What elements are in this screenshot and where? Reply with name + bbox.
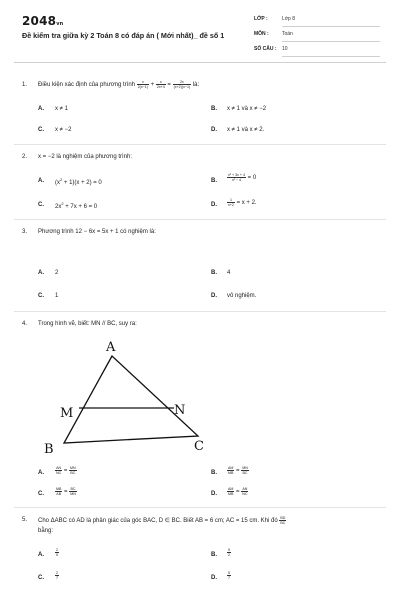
q4-text: Trong hình vẽ, biết: MN // BC, suy ra: bbox=[38, 321, 137, 327]
q4-option-c-letter[interactable]: C. bbox=[38, 491, 44, 497]
q1-option-c-letter[interactable]: C. bbox=[38, 127, 44, 133]
q1-option-a-letter[interactable]: A. bbox=[38, 106, 44, 112]
q5-option-b[interactable]: $\frac{5}{2}$ bbox=[228, 548, 230, 557]
q2-option-c-letter[interactable]: C. bbox=[38, 202, 44, 208]
q5-option-d[interactable]: $\frac{5}{7}$ bbox=[228, 571, 230, 580]
q5-text: Cho ΔABC có AD là phân giác của góc BAC, D ∈ BC. Biết AB = 6 cm; AC = 15 cm. Khi đó $\frac{BD}{BC}$ bằng: bbox=[38, 516, 286, 535]
q1-number: 1. bbox=[22, 82, 28, 88]
q4-option-a-letter[interactable]: A. bbox=[38, 470, 44, 476]
q2-option-c[interactable]: $2x^2 + 7x + 6 = 0$ bbox=[55, 201, 98, 210]
triangle-figure bbox=[40, 338, 220, 458]
q4-option-b[interactable]: $\frac{AM}{MB}$ = $\frac{MN}{BC}$ bbox=[228, 466, 248, 475]
q5-option-c[interactable]: $\frac{2}{7}$ bbox=[56, 571, 58, 580]
q1-option-b[interactable]: x ≠ 1 và x ≠ −2 bbox=[227, 106, 267, 112]
q2-option-b[interactable]: $\frac{\text{x² + 3x + 4}}{\text{x² − 4}}$ = 0 bbox=[228, 173, 257, 182]
q5-option-a[interactable]: $\frac{2}{5}$ bbox=[56, 548, 58, 557]
divider bbox=[14, 507, 386, 508]
q2-option-a[interactable]: $(x^2 + 1)(x + 2) = 0$ bbox=[55, 177, 102, 186]
q4-option-d[interactable]: $\frac{AM}{MB}$ = $\frac{AN}{NC}$ bbox=[228, 487, 248, 496]
q1-option-a[interactable]: x ≠ 1 bbox=[55, 106, 68, 112]
q3-number: 3. bbox=[22, 229, 28, 235]
divider bbox=[14, 144, 386, 145]
vertex-a-label: A bbox=[106, 340, 116, 355]
q3-option-c[interactable]: 1 bbox=[55, 293, 59, 299]
meta-class bbox=[254, 14, 380, 27]
q2-option-d[interactable]: $\frac{1}{x+2}$ = x + 2. bbox=[228, 198, 257, 207]
subject-label: MÔN : bbox=[254, 31, 269, 37]
count-value: 10 bbox=[282, 46, 288, 52]
q2-text: x = −2 là nghiệm của phương trình: bbox=[38, 154, 133, 160]
q3-option-b-letter[interactable]: B. bbox=[211, 270, 217, 276]
q4-number: 4. bbox=[22, 321, 28, 327]
q4-option-c[interactable]: $\frac{MB}{AB}$ = $\frac{BC}{MN}$ bbox=[56, 487, 76, 496]
q2-option-b-letter[interactable]: B. bbox=[211, 178, 217, 184]
class-label: LỚP : bbox=[254, 16, 268, 22]
meta-subject bbox=[254, 29, 380, 42]
meta-count bbox=[254, 44, 380, 57]
divider bbox=[14, 219, 386, 220]
q3-option-a[interactable]: 2 bbox=[55, 270, 59, 276]
q2-option-d-letter[interactable]: D. bbox=[211, 202, 217, 208]
divider bbox=[14, 311, 386, 312]
q1-option-c[interactable]: x ≠ −2 bbox=[55, 127, 72, 133]
q4-option-a[interactable]: $\frac{AN}{NC}$ = $\frac{MN}{BC}$ bbox=[56, 466, 76, 475]
document-title: Đề kiểm tra giữa kỳ 2 Toán 8 có đáp án ( Mới nhất)_ đề số 1 bbox=[22, 31, 225, 40]
q3-option-a-letter[interactable]: A. bbox=[38, 270, 44, 276]
q1-option-d[interactable]: x ≠ 1 và x ≠ 2. bbox=[227, 127, 265, 133]
q4-option-d-letter[interactable]: D. bbox=[211, 491, 217, 497]
vertex-b-label: B bbox=[44, 442, 54, 457]
q3-option-d-letter[interactable]: D. bbox=[211, 293, 217, 299]
class-value: Lớp 8 bbox=[282, 16, 296, 22]
q5-option-a-letter[interactable]: A. bbox=[38, 552, 44, 558]
point-n-label: N bbox=[174, 403, 186, 418]
q1-option-b-letter[interactable]: B. bbox=[211, 106, 217, 112]
q3-option-b[interactable]: 4 bbox=[227, 270, 231, 276]
q5-option-d-letter[interactable]: D. bbox=[211, 575, 217, 581]
q2-number: 2. bbox=[22, 154, 28, 160]
q3-option-c-letter[interactable]: C. bbox=[38, 293, 44, 299]
q5-option-c-letter[interactable]: C. bbox=[38, 575, 44, 581]
q1-option-d-letter[interactable]: D. bbox=[211, 127, 217, 133]
q5-option-b-letter[interactable]: B. bbox=[211, 552, 217, 558]
q4-option-b-letter[interactable]: B. bbox=[211, 470, 217, 476]
vertex-c-label: C bbox=[194, 439, 204, 454]
subject-value: Toán bbox=[282, 31, 293, 37]
site-logo[interactable]: 2048vn bbox=[22, 14, 64, 28]
q1-text: Điều kiện xác định của phương trình $\frac{x}{2(x-1)}$ + $\frac{x}{2x+4}$ = $\frac{2x}{(x+2)(x-1)}$ là: bbox=[38, 80, 200, 89]
q2-option-a-letter[interactable]: A. bbox=[38, 178, 44, 184]
header-divider bbox=[14, 62, 386, 63]
q3-text: Phương trình 12 − 6x = 5x + 1 có nghiệm là: bbox=[38, 229, 156, 235]
point-m-label: M bbox=[60, 406, 74, 421]
q3-option-d[interactable]: vô nghiệm. bbox=[227, 293, 257, 299]
q5-number: 5. bbox=[22, 517, 28, 523]
count-label: SỐ CÂU : bbox=[254, 46, 277, 52]
triangle-abc bbox=[64, 356, 198, 443]
